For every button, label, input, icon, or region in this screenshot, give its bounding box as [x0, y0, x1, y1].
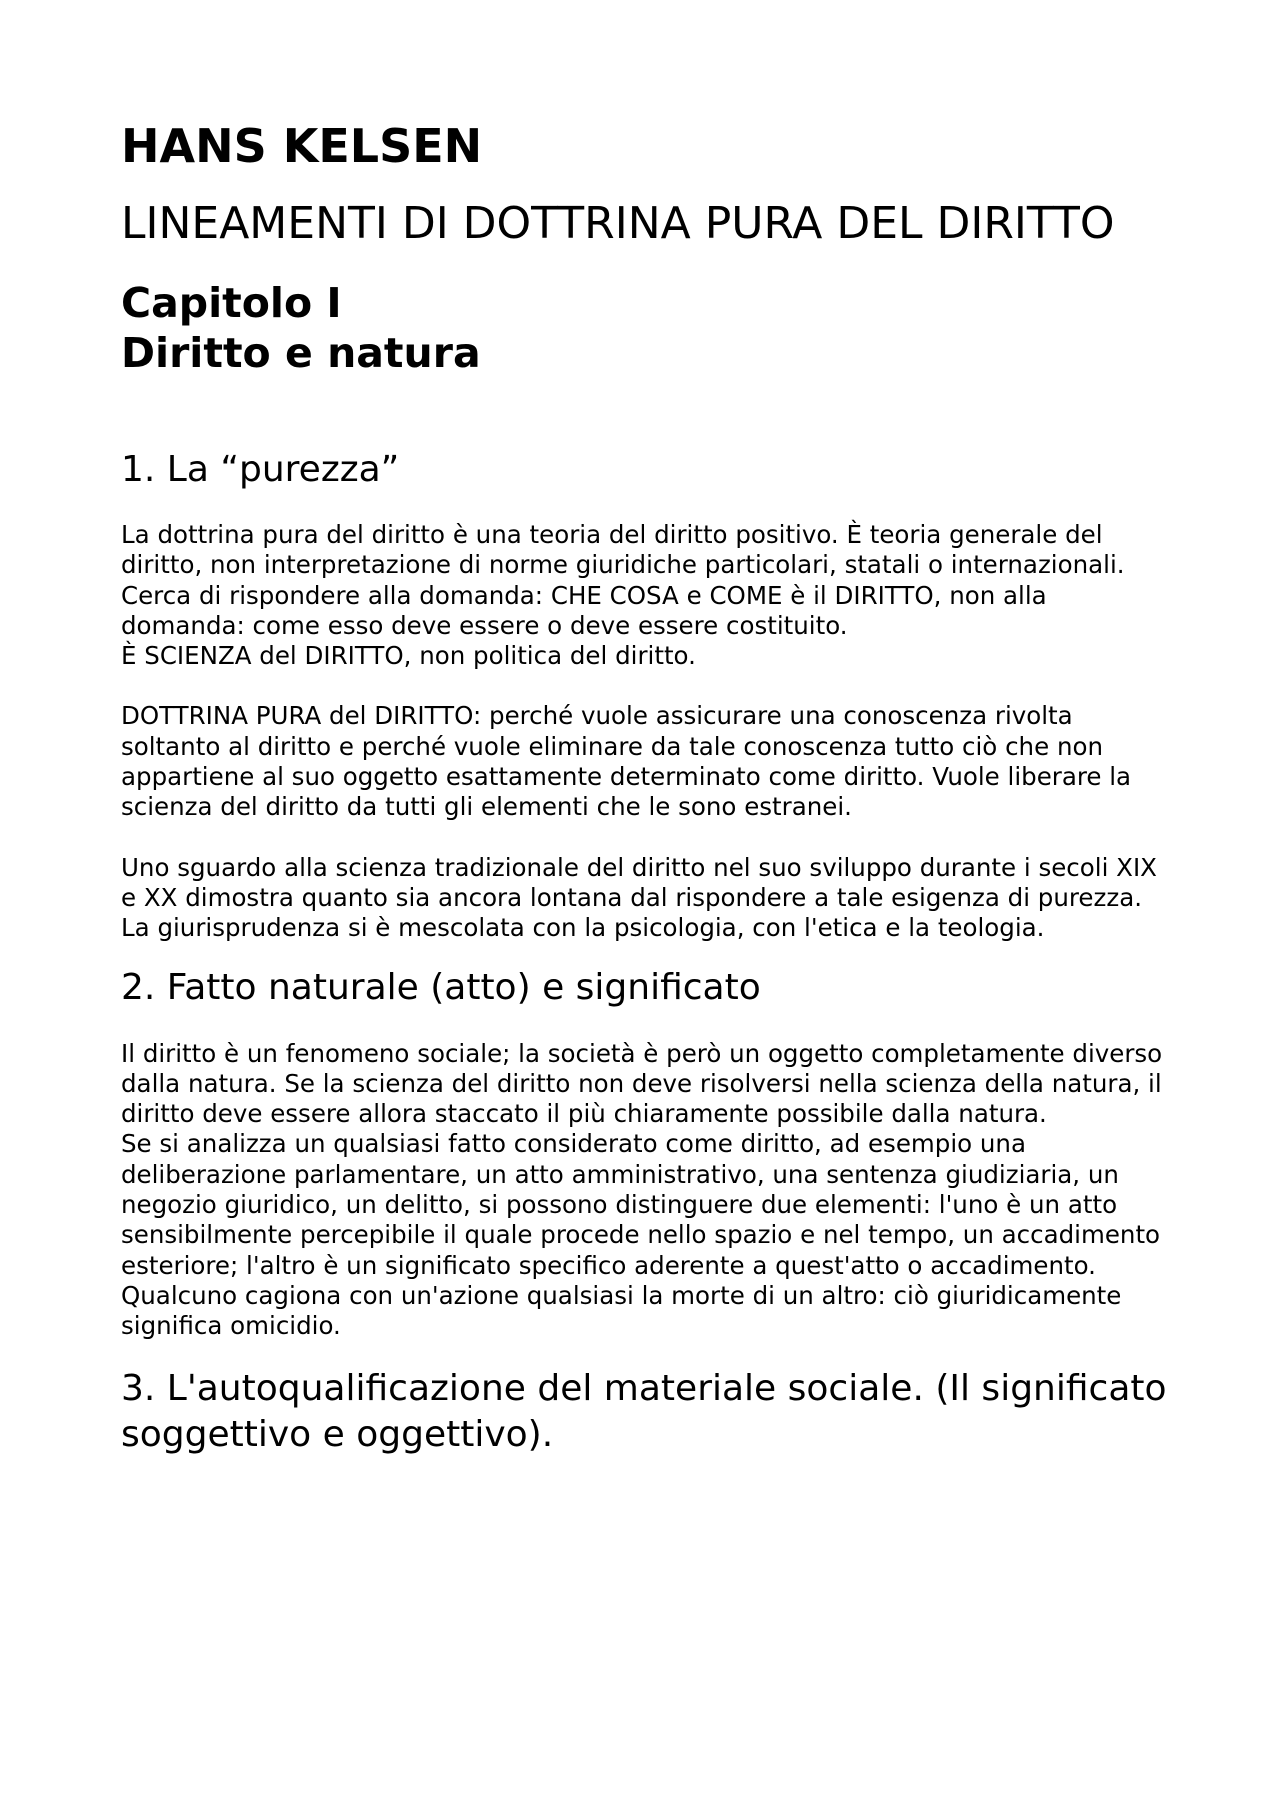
section-title: 1. La “purezza”	[121, 449, 400, 490]
document-page	[121, 118, 1171, 1458]
paragraph-line: Se si analizza un qualsiasi fatto considerato come diritto, ad esempio una deliberazione parlamentare, un atto amministrativo, una sentenza giudiziaria, un negozio giuridico, un delitto, si possono distinguere due elementi: l'uno è un atto sensibilmente percepibile il quale procede nello spazio e nel tempo, un accadimento esteriore; l'altro è un significato specifico aderente a quest'atto o accadimento.	[121, 1129, 1161, 1280]
paragraph-line: Uno sguardo alla scienza tradizionale del diritto nel suo sviluppo durante i secoli XIX e XX dimostra quanto sia ancora lontana dal rispondere a tale esigenza di purezza. La giurisprudenza si è mescolata con la psicologia, con l'etica e la teologia.	[121, 852, 1157, 943]
paragraph-line: La dottrina pura del diritto è una teoria del diritto positivo. È teoria generale del diritto, non interpretazione di norme giuridiche particolari, statali o internazionali.	[121, 520, 1125, 580]
paragraph	[121, 1039, 1171, 1342]
paragraph	[121, 701, 1171, 822]
paragraph-line: Cerca di rispondere alla domanda: CHE COSA e COME è il DIRITTO, non alla domanda: come esso deve essere o deve essere costituito.	[121, 580, 1047, 640]
section-body	[121, 1039, 1171, 1342]
section-purezza	[121, 448, 1171, 944]
paragraph-line: È SCIENZA del DIRITTO, non politica del diritto.	[121, 641, 696, 671]
paragraph-line: DOTTRINA PURA del DIRITTO: perché vuole assicurare una conoscenza rivolta soltanto al diritto e perché vuole eliminare da tale conoscenza tutto ciò che non appartiene al suo oggetto esattamente determinato come diritto. Vuole liberare la scienza del diritto da tutti gli elementi che le sono estranei.	[121, 701, 1132, 822]
section-fatto-naturale	[121, 966, 1171, 1342]
section-title: 3. L'autoqualificazione del materiale sociale. (Il significato soggettivo e oggettivo).	[121, 1367, 1167, 1455]
chapter-heading	[121, 278, 1171, 378]
paragraph	[121, 853, 1171, 944]
section-title: 2. Fatto naturale (atto) e significato	[121, 966, 761, 1008]
author-name: HANS KELSEN	[121, 119, 483, 173]
book-title: LINEAMENTI DI DOTTRINA PURA DEL DIRITTO	[121, 198, 1115, 249]
section-autoqualificazione	[121, 1366, 1171, 1458]
section-body	[121, 520, 1171, 944]
chapter-number: Capitolo I	[121, 279, 342, 327]
paragraph-line: Il diritto è un fenomeno sociale; la società è però un oggetto completamente diverso dalla natura. Se la scienza del diritto non deve risolversi nella scienza della natura, il diritto deve essere allora staccato il più chiaramente possibile dalla natura.	[121, 1038, 1163, 1129]
paragraph	[121, 520, 1171, 671]
chapter-title: Diritto e natura	[121, 329, 481, 377]
paragraph-line: Qualcuno cagiona con un'azione qualsiasi la morte di un altro: ciò giuridicamente significa omicidio.	[121, 1280, 1122, 1341]
